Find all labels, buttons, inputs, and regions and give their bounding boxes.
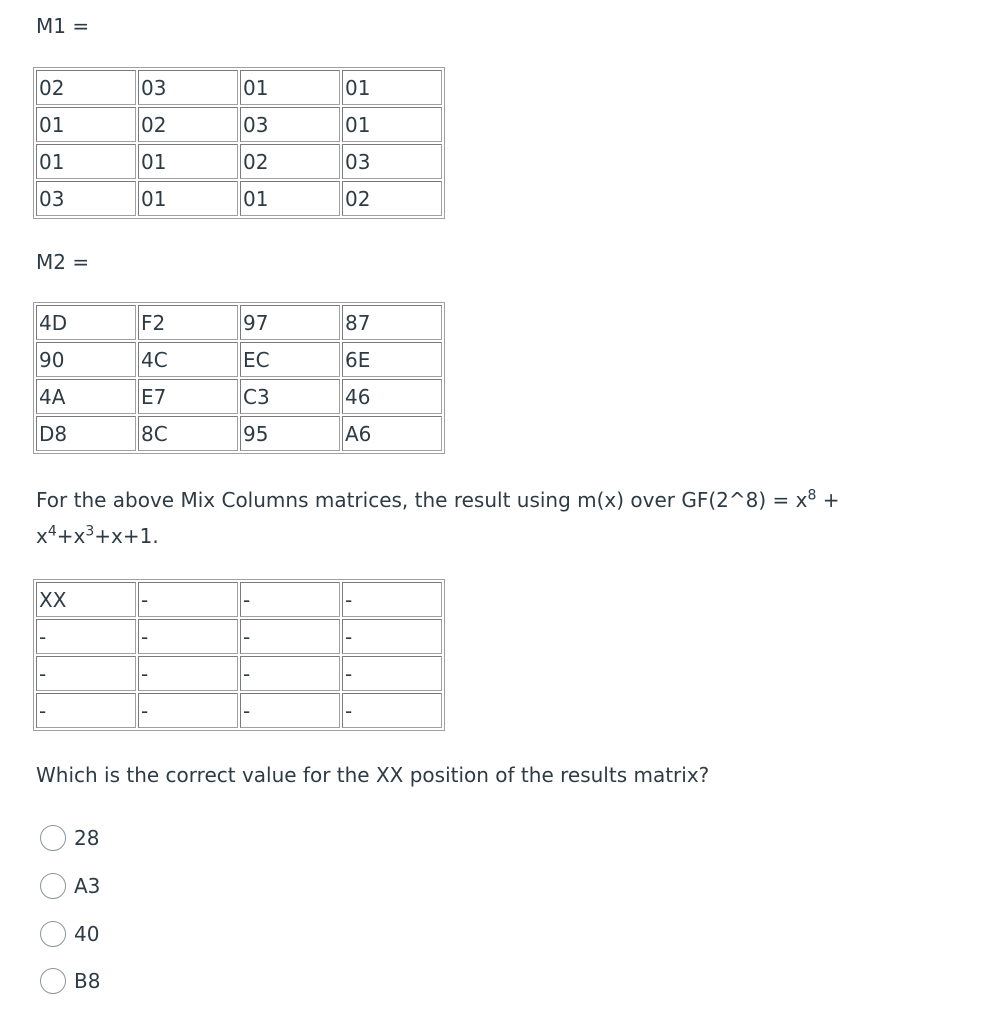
radio-button[interactable]: [40, 968, 66, 994]
matrix-cell: 02: [342, 181, 442, 216]
matrix-cell: 4D: [36, 305, 136, 340]
matrix-cell: 01: [240, 181, 340, 216]
table-row: [36, 70, 442, 105]
table-row: [36, 305, 442, 340]
matrix-cell: 03: [36, 181, 136, 216]
description-line-1: [36, 482, 936, 518]
matrix-cell: 03: [138, 70, 238, 105]
matrix-cell: -: [342, 582, 442, 617]
matrix-cell: -: [240, 693, 340, 728]
matrix-cell: 01: [342, 70, 442, 105]
m2-matrix: [33, 302, 445, 454]
matrix-cell: -: [138, 582, 238, 617]
m2-label: M2 =: [36, 250, 90, 274]
problem-description: [36, 482, 936, 554]
matrix-cell: 02: [240, 144, 340, 179]
table-row: [36, 181, 442, 216]
radio-button[interactable]: [40, 921, 66, 947]
description-line-2: [36, 518, 936, 554]
table-row: [36, 107, 442, 142]
table-row: [36, 656, 442, 691]
matrix-cell: 8C: [138, 416, 238, 451]
table-row: [36, 342, 442, 377]
matrix-cell: -: [138, 619, 238, 654]
matrix-cell: E7: [138, 379, 238, 414]
table-row: [36, 379, 442, 414]
matrix-cell: 97: [240, 305, 340, 340]
matrix-cell: -: [240, 582, 340, 617]
matrix-cell: 01: [138, 181, 238, 216]
matrix-cell: F2: [138, 305, 238, 340]
description-text: +x+1.: [94, 524, 159, 548]
matrix-cell: 02: [36, 70, 136, 105]
matrix-cell: C3: [240, 379, 340, 414]
result-matrix: [33, 579, 445, 731]
option-label: A3: [74, 874, 101, 898]
matrix-cell: D8: [36, 416, 136, 451]
matrix-cell: -: [342, 693, 442, 728]
matrix-cell: -: [342, 619, 442, 654]
matrix-cell: -: [342, 656, 442, 691]
matrix-cell: A6: [342, 416, 442, 451]
matrix-cell: 01: [240, 70, 340, 105]
m1-label: M1 =: [36, 14, 90, 38]
description-text: +x: [56, 524, 86, 548]
table-row: [36, 144, 442, 179]
matrix-cell: XX: [36, 582, 136, 617]
table-row: [36, 582, 442, 617]
radio-button[interactable]: [40, 825, 66, 851]
matrix-cell: -: [36, 656, 136, 691]
matrix-cell: -: [36, 693, 136, 728]
option-label: 28: [74, 826, 100, 850]
matrix-cell: -: [138, 656, 238, 691]
matrix-cell: 03: [240, 107, 340, 142]
matrix-cell: -: [240, 619, 340, 654]
matrix-cell: 03: [342, 144, 442, 179]
matrix-cell: 4C: [138, 342, 238, 377]
matrix-cell: -: [36, 619, 136, 654]
table-row: [36, 619, 442, 654]
matrix-cell: 02: [138, 107, 238, 142]
matrix-cell: 87: [342, 305, 442, 340]
matrix-cell: 95: [240, 416, 340, 451]
matrix-cell: 01: [36, 107, 136, 142]
answer-option-28[interactable]: [40, 823, 99, 853]
matrix-cell: 4A: [36, 379, 136, 414]
answer-option-a3[interactable]: [40, 871, 100, 901]
description-text: +: [816, 488, 840, 512]
matrix-cell: 01: [138, 144, 238, 179]
question-text: Which is the correct value for the XX position of the results matrix?: [36, 763, 710, 787]
option-label: 40: [74, 922, 100, 946]
matrix-cell: 46: [342, 379, 442, 414]
matrix-cell: -: [138, 693, 238, 728]
m1-matrix: [33, 67, 445, 219]
exponent: 3: [85, 523, 95, 540]
description-text: x: [36, 524, 48, 548]
matrix-cell: 6E: [342, 342, 442, 377]
exponent: 4: [47, 523, 57, 540]
description-text: For the above Mix Columns matrices, the result using m(x) over GF(2^8) = x: [36, 488, 808, 512]
matrix-cell: -: [240, 656, 340, 691]
option-label: B8: [74, 969, 101, 993]
matrix-cell: EC: [240, 342, 340, 377]
answer-option-40[interactable]: [40, 919, 99, 949]
matrix-cell: 01: [342, 107, 442, 142]
matrix-cell: 90: [36, 342, 136, 377]
exponent: 8: [807, 487, 817, 504]
table-row: [36, 693, 442, 728]
radio-button[interactable]: [40, 873, 66, 899]
table-row: [36, 416, 442, 451]
matrix-cell: 01: [36, 144, 136, 179]
answer-option-b8[interactable]: [40, 966, 100, 996]
